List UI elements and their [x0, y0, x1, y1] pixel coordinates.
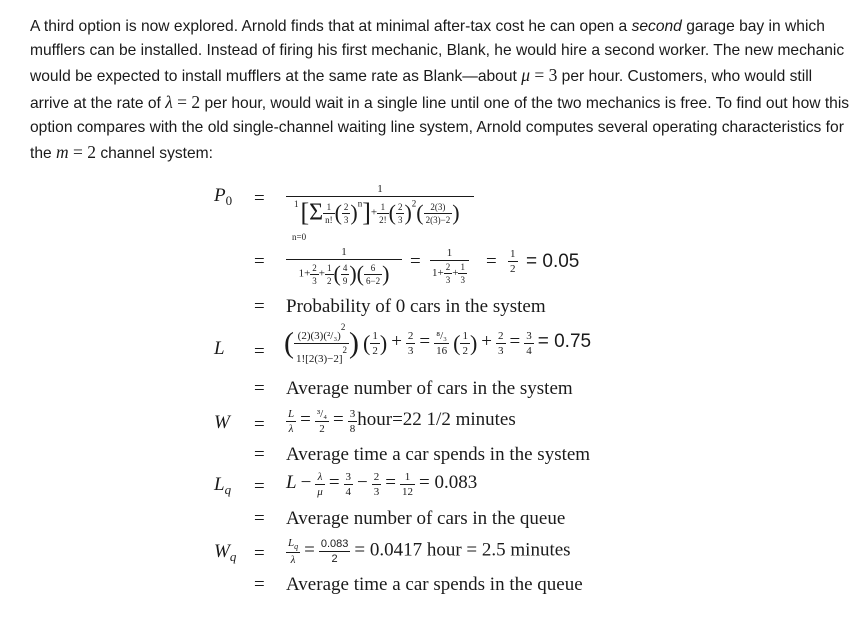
m-value: = 2: [73, 142, 96, 163]
p0-half: $\frac{1}{2}$: [510, 248, 516, 275]
equals-sign: =: [254, 444, 265, 465]
w-label: W: [214, 412, 230, 433]
m-symbol: m: [56, 142, 69, 163]
p0-result: = 0.05: [526, 251, 580, 272]
p0-descriptor: Probability of 0 cars in the system: [286, 296, 546, 317]
w-expression: $\frac{L}{\lambda}$ = $\frac{\text{³/₄}}{2}$ = $\frac{3}{8}$ hour=22 1/2 minutes: [288, 408, 516, 435]
equals-sign: =: [254, 188, 265, 209]
equals-sign: =: [254, 508, 265, 529]
equals-sign: =: [486, 251, 497, 272]
sum-upper: 1: [294, 199, 299, 209]
wq-expression: $\frac{L_q}{\lambda}$ = $\frac{0.083}{2}$ = 0.0417 hour = 2.5 minutes: [288, 537, 571, 567]
mu-symbol: μ: [521, 65, 530, 86]
paragraph-text: garage bay in which mufflers can be installed. Instead of firing his first mechanic, Blank, he would hire a second worker. The new mechanic would be expected to install mufflers at the same rate as Blank—about: [30, 18, 845, 86]
lq-descriptor: Average number of cars in the queue: [286, 508, 566, 529]
equals-sign: =: [254, 414, 265, 435]
paragraph-text: A third option is now explored. Arnold finds that at minimal after-tax cost he can open a: [30, 18, 632, 35]
paragraph-emphasis: second: [631, 18, 682, 35]
paragraph-text: per hour, would wait in a single line until one of the two mechanics is free. To find out how this option compares with the old single-channel waiting line system, Arnold computes several operating characteristics for the: [30, 94, 850, 163]
equals-sign: =: [254, 574, 265, 595]
lambda-symbol: λ: [165, 91, 173, 112]
l-label: L: [214, 338, 225, 359]
wq-label: $W_q$: [214, 541, 237, 564]
equals-sign: =: [254, 296, 265, 317]
p0-fraction: 1 [Σ $\frac{1}{n!}$ ( $\frac{2}{3}$ )$^n$]+ $\frac{1}{2!}$ ( $\frac{2}{3}$ )$^2$( $\frac{2(3)}{2(3)-2}$ ): [286, 183, 474, 228]
equals-sign: =: [410, 251, 421, 272]
mu-value: = 3: [534, 65, 558, 86]
p0-fraction-2: 1 1+ $\frac{2}{3}$ + $\frac{1}{2}$ ( $\frac{4}{9}$ )( $\frac{6}{6-2}$ ): [286, 246, 402, 287]
equals-sign: =: [254, 341, 265, 362]
lq-label: $L_q$: [214, 474, 232, 497]
equals-sign: =: [254, 378, 265, 399]
paragraph-text: per hour. Customers, who would still arrive at the rate of: [30, 68, 813, 112]
paragraph-text: channel system:: [96, 145, 214, 163]
l-descriptor: Average number of cars in the system: [286, 378, 573, 399]
l-expression: ( $\frac{(2)(3)(^2/_3)^2}{1![2(3)-2]^2}$ ) ( $\frac{1}{2}$ ) + $\frac{2}{3}$ = $\frac{\text{⁸/₃}}{16}$ ( $\frac{1}{2}$ ) + $\frac{2}{3}$ = $\frac{3}{4}$ = 0.75: [284, 322, 592, 365]
lq-expression: L − $\frac{\lambda}{\mu}$ = $\frac{3}{4}$ − $\frac{2}{3}$ = $\frac{1}{12}$ = 0.083: [286, 471, 478, 498]
wq-descriptor: Average time a car spends in the queue: [286, 574, 583, 595]
equals-sign: =: [254, 251, 265, 272]
sum-lower: n=0: [292, 232, 307, 242]
p0-fraction-3: 1 1+ $\frac{2}{3}$ + $\frac{1}{3}$: [430, 247, 469, 285]
lambda-value: = 2: [177, 91, 201, 112]
equals-sign: =: [254, 543, 265, 564]
w-descriptor: Average time a car spends in the system: [286, 444, 591, 465]
equals-sign: =: [254, 476, 265, 497]
p0-label: $P_0$: [214, 185, 233, 208]
